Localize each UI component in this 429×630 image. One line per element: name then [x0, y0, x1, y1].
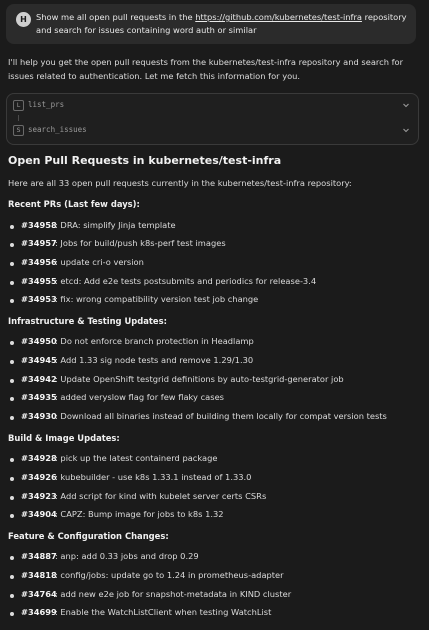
user-message — [6, 4, 416, 44]
section-title: Infrastructure & Testing Updates: — [8, 316, 167, 326]
list-item — [8, 453, 420, 467]
list-item — [8, 551, 420, 565]
bullet — [10, 360, 14, 364]
bullet — [10, 514, 14, 518]
list-item — [8, 570, 420, 584]
list-item — [8, 607, 420, 621]
pr-number: #34955 — [21, 276, 57, 286]
pr-number: #34926 — [21, 472, 57, 482]
bullet — [10, 612, 14, 616]
list-item — [8, 257, 420, 271]
list-item — [8, 589, 420, 603]
bullet — [10, 556, 14, 560]
bullet — [10, 281, 14, 285]
section-title: Recent PRs (Last few days): — [8, 199, 140, 209]
pr-title: : kubebuilder - use k8s 1.33.1 instead of 1.33.0 — [55, 472, 252, 482]
pr-title: : update cri-o version — [55, 257, 144, 267]
list-item — [8, 491, 420, 505]
tool-call-list-prs[interactable] — [7, 95, 418, 117]
tool-call-label: search_issues — [28, 125, 87, 134]
tool-calls-panel — [6, 93, 419, 145]
assistant-intro: I'll help you get the open pull requests from the kubernetes/test-infra repository and search for issues related to authentication. Let me fetch this information for you. — [8, 57, 404, 81]
bullet — [10, 496, 14, 500]
chevron-down-icon[interactable] — [402, 126, 410, 134]
bullet — [10, 379, 14, 383]
pr-title: : Add script for kind with kubelet server certs CSRs — [55, 491, 267, 501]
pr-number: #34699 — [21, 607, 57, 617]
bullet — [10, 397, 14, 401]
pr-number: #34818 — [21, 570, 57, 580]
list-item — [8, 336, 420, 350]
bullet — [10, 262, 14, 266]
section-title: Feature & Configuration Changes: — [8, 531, 169, 541]
bullet — [10, 299, 14, 303]
pr-number: #34953 — [21, 294, 57, 304]
section-title: Build & Image Updates: — [8, 433, 120, 443]
pr-number: #34957 — [21, 238, 57, 248]
user-message-text — [36, 11, 412, 37]
repo-link[interactable]: https://github.com/kubernetes/test-infra — [195, 12, 362, 22]
user-avatar: H — [16, 12, 31, 27]
pr-number: #34930 — [21, 411, 57, 421]
list-item — [8, 509, 420, 523]
pr-title: : etcd: Add e2e tests postsubmits and periodics for release-3.4 — [55, 276, 317, 286]
list-item — [8, 411, 420, 425]
pr-title: : Do not enforce branch protection in Headlamp — [55, 336, 254, 346]
pr-title: : config/jobs: update go to 1.24 in prometheus-adapter — [55, 570, 284, 580]
list-item — [8, 220, 420, 234]
bullet — [10, 225, 14, 229]
bullet — [10, 575, 14, 579]
pr-number: #34923 — [21, 491, 57, 501]
bullet — [10, 594, 14, 598]
list-item — [8, 392, 420, 406]
pr-title: : add new e2e job for snapshot-metadata in KIND cluster — [55, 589, 292, 599]
list-item — [8, 355, 420, 369]
bullet — [10, 416, 14, 420]
pr-number: #34764 — [21, 589, 57, 599]
tool-call-search-issues[interactable] — [7, 120, 418, 142]
pr-title: : anp: add 0.33 jobs and drop 0.29 — [55, 551, 199, 561]
pr-title: : CAPZ: Bump image for jobs to k8s 1.32 — [55, 509, 224, 519]
list-item — [8, 276, 420, 290]
pr-number: #34935 — [21, 392, 57, 402]
response-summary: Here are all 33 open pull requests currently in the kubernetes/test-infra repository: — [8, 178, 352, 188]
list-item — [8, 472, 420, 486]
tool-icon: L — [13, 100, 24, 111]
pr-number: #34904 — [21, 509, 57, 519]
pr-number: #34887 — [21, 551, 57, 561]
pr-number: #34942 — [21, 374, 57, 384]
pr-number: #34958 — [21, 220, 57, 230]
pr-number: #34945 — [21, 355, 57, 365]
pr-title: : Enable the WatchListClient when testing WatchList — [55, 607, 272, 617]
list-item — [8, 238, 420, 252]
pr-title: : added veryslow flag for few flaky cases — [55, 392, 224, 402]
tool-call-label: list_prs — [28, 100, 65, 109]
chevron-down-icon[interactable] — [402, 101, 410, 109]
pr-number: #34928 — [21, 453, 57, 463]
bullet — [10, 243, 14, 247]
list-item — [8, 294, 420, 308]
pr-number: #34956 — [21, 257, 57, 267]
user-text-after: repository and search for issues containing word auth or similar — [36, 12, 407, 35]
pr-title: : Update OpenShift testgrid definitions by auto-testgrid-generator job — [55, 374, 344, 384]
tool-icon: S — [13, 125, 24, 136]
list-item — [8, 374, 420, 388]
pr-number: #34950 — [21, 336, 57, 346]
pr-title: : DRA: simplify Jinja template — [55, 220, 176, 230]
bullet — [10, 341, 14, 345]
pr-title: : fix: wrong compatibility version test job change — [55, 294, 259, 304]
pr-title: : pick up the latest containerd package — [55, 453, 218, 463]
response-heading: Open Pull Requests in kubernetes/test-infra — [8, 154, 282, 167]
pr-title: : Add 1.33 sig node tests and remove 1.29/1.30 — [55, 355, 254, 365]
pr-title: : Download all binaries instead of building them locally for compat version tests — [55, 411, 387, 421]
user-text-before: Show me all open pull requests in the — [36, 12, 196, 22]
bullet — [10, 458, 14, 462]
pr-title: : Jobs for build/push k8s-perf test images — [55, 238, 226, 248]
bullet — [10, 477, 14, 481]
